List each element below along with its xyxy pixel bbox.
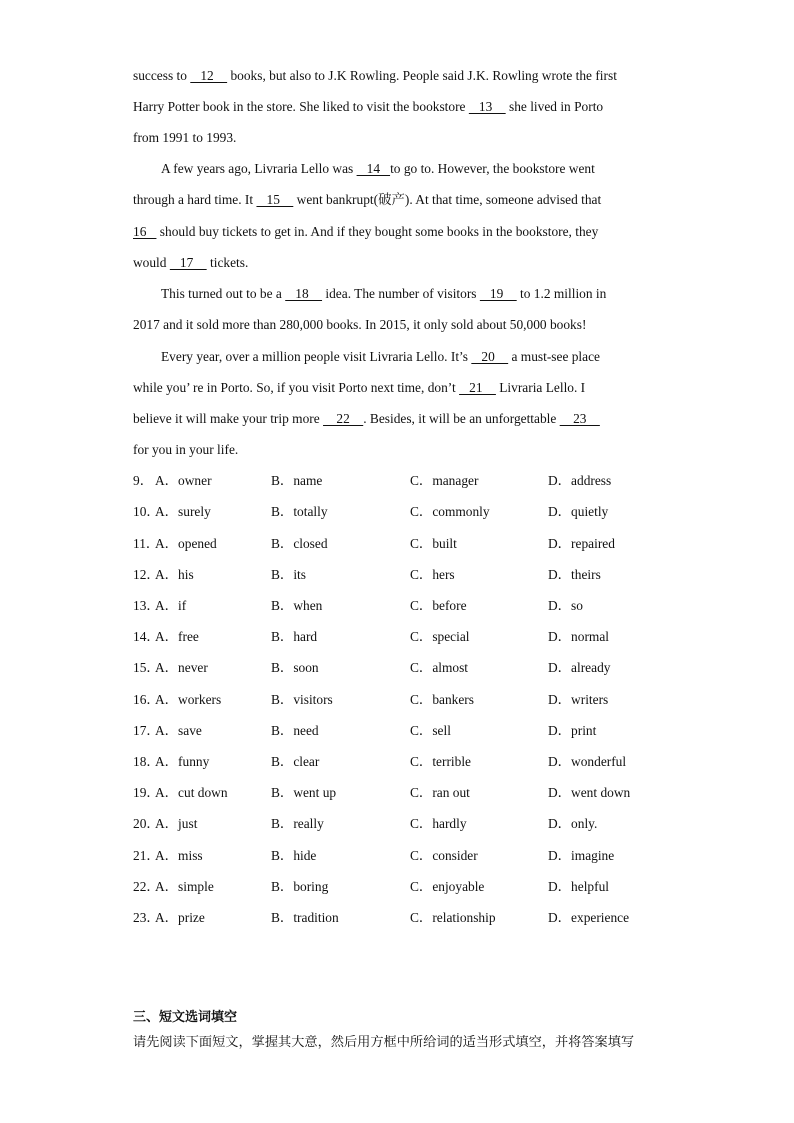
- option-b: B．soon: [271, 660, 319, 675]
- question-row: [133, 879, 661, 895]
- passage-line: 2017 and it sold more than 280,000 books. In 2015, it only sold about 50,000 books!: [133, 317, 587, 332]
- option-c: C．sell: [410, 723, 451, 738]
- question-number: 23．: [133, 910, 160, 925]
- question-row: [133, 473, 661, 489]
- option-b: B．really: [271, 816, 324, 831]
- blank-15: 15: [256, 192, 294, 207]
- option-d: D．writers: [548, 692, 609, 707]
- blank-18: 18: [285, 286, 323, 301]
- blank-23: 23: [559, 411, 600, 426]
- option-c: C．terrible: [410, 754, 471, 769]
- question-number: 21．: [133, 848, 160, 863]
- question-number: 11．: [133, 536, 160, 551]
- option-a: A．funny: [155, 754, 210, 769]
- section-instructions: 请先阅读下面短文，掌握其大意，然后用方框中所给词的适当形式填空，并将答案填写: [133, 1035, 635, 1050]
- option-b: B．went up: [271, 785, 337, 800]
- question-row: [133, 848, 661, 864]
- blank-17: 17: [169, 255, 207, 270]
- option-a: A．prize: [155, 910, 205, 925]
- option-b: B．tradition: [271, 910, 339, 925]
- question-row: [133, 567, 661, 583]
- option-d: D．imagine: [548, 848, 615, 863]
- question-row: [133, 785, 661, 801]
- question-number: 15．: [133, 660, 160, 675]
- option-b: B．name: [271, 473, 323, 488]
- question-number: 20．: [133, 816, 160, 831]
- question-row: [133, 660, 661, 676]
- passage-line: believe it will make your trip more 22 . Besides, it will be an unforgettable 23: [133, 411, 600, 426]
- option-d: D．address: [548, 473, 612, 488]
- option-a: A．save: [155, 723, 202, 738]
- option-c: C．manager: [410, 473, 479, 488]
- blank-19: 19: [479, 286, 517, 301]
- option-d: D．print: [548, 723, 597, 738]
- question-row: [133, 816, 661, 832]
- question-number: 13．: [133, 598, 160, 613]
- option-a: A．miss: [155, 848, 203, 863]
- question-row: [133, 536, 661, 552]
- option-c: C．before: [410, 598, 467, 613]
- blank-12: 12: [190, 68, 228, 83]
- blank-16: 16: [133, 224, 157, 239]
- section-heading: 三、短文选词填空: [133, 1010, 238, 1025]
- option-a: A．owner: [155, 473, 212, 488]
- question-row: [133, 629, 661, 645]
- question-number: 22．: [133, 879, 160, 894]
- option-c: C．commonly: [410, 504, 490, 519]
- option-c: C．bankers: [410, 692, 474, 707]
- option-d: D．helpful: [548, 879, 609, 894]
- question-row: [133, 723, 661, 739]
- question-number: 10．: [133, 504, 160, 519]
- option-c: C．ran out: [410, 785, 470, 800]
- option-d: D．quietly: [548, 504, 609, 519]
- passage-line: 16 should buy tickets to get in. And if they bought some books in the bookstore, they: [133, 224, 599, 239]
- blank-22: 22: [323, 411, 364, 426]
- passage-line: through a hard time. It 15 went bankrupt(破产). At that time, someone advised that: [133, 192, 602, 207]
- option-a: A．surely: [155, 504, 211, 519]
- option-b: B．hard: [271, 629, 318, 644]
- question-row: [133, 598, 661, 614]
- blank-20: 20: [471, 349, 509, 364]
- blank-21: 21: [459, 380, 496, 395]
- option-a: A．simple: [155, 879, 214, 894]
- option-c: C．hardly: [410, 816, 467, 831]
- question-number: 17．: [133, 723, 160, 738]
- passage-line: Every year, over a million people visit Livraria Lello. It’s 20 a must-see place: [161, 349, 600, 364]
- passage-line: while you’ re in Porto. So, if you visit Porto next time, don’t 21 Livraria Lello. I: [133, 380, 586, 395]
- question-row: [133, 754, 661, 770]
- option-d: D．theirs: [548, 567, 601, 582]
- option-a: A．if: [155, 598, 187, 613]
- question-number: 9．: [133, 473, 154, 488]
- option-b: B．when: [271, 598, 323, 613]
- option-d: D．only.: [548, 816, 598, 831]
- option-b: B．totally: [271, 504, 328, 519]
- question-number: 18．: [133, 754, 160, 769]
- question-number: 19．: [133, 785, 160, 800]
- option-a: A．free: [155, 629, 199, 644]
- option-a: A．opened: [155, 536, 217, 551]
- blank-14: 14: [356, 161, 391, 176]
- passage-line: Harry Potter book in the store. She liked to visit the bookstore 13 she lived in Porto: [133, 99, 604, 114]
- passage-line: This turned out to be a 18 idea. The number of visitors 19 to 1.2 million in: [161, 286, 607, 301]
- option-a: A．never: [155, 660, 208, 675]
- passage-line: for you in your life.: [133, 442, 239, 457]
- blank-13: 13: [468, 99, 506, 114]
- passage-line: would 17 tickets.: [133, 255, 249, 270]
- option-d: D．experience: [548, 910, 630, 925]
- option-d: D．wonderful: [548, 754, 627, 769]
- option-d: D．normal: [548, 629, 609, 644]
- question-number: 12．: [133, 567, 160, 582]
- question-number: 16．: [133, 692, 160, 707]
- option-b: B．boring: [271, 879, 329, 894]
- question-number: 14．: [133, 629, 160, 644]
- passage-line: A few years ago, Livraria Lello was 14 to go to. However, the bookstore went: [161, 161, 595, 176]
- option-c: C．relationship: [410, 910, 496, 925]
- question-row: [133, 692, 661, 708]
- option-d: D．went down: [548, 785, 631, 800]
- option-a: A．cut down: [155, 785, 228, 800]
- question-row: [133, 910, 661, 926]
- option-c: C．almost: [410, 660, 469, 675]
- option-c: C．hers: [410, 567, 455, 582]
- option-a: A．his: [155, 567, 194, 582]
- option-d: D．repaired: [548, 536, 615, 551]
- option-b: B．visitors: [271, 692, 333, 707]
- option-c: C．enjoyable: [410, 879, 485, 894]
- option-d: D．so: [548, 598, 583, 613]
- option-c: C．special: [410, 629, 470, 644]
- option-b: B．clear: [271, 754, 320, 769]
- option-b: B．hide: [271, 848, 317, 863]
- option-b: B．need: [271, 723, 319, 738]
- option-d: D．already: [548, 660, 611, 675]
- question-row: [133, 504, 661, 520]
- option-c: C．consider: [410, 848, 478, 863]
- passage-line: success to 12 books, but also to J.K Rowling. People said J.K. Rowling wrote the first: [133, 68, 617, 83]
- option-a: A．just: [155, 816, 198, 831]
- option-b: B．closed: [271, 536, 328, 551]
- option-c: C．built: [410, 536, 457, 551]
- option-a: A．workers: [155, 692, 222, 707]
- passage-line: from 1991 to 1993.: [133, 130, 237, 145]
- option-b: B．its: [271, 567, 306, 582]
